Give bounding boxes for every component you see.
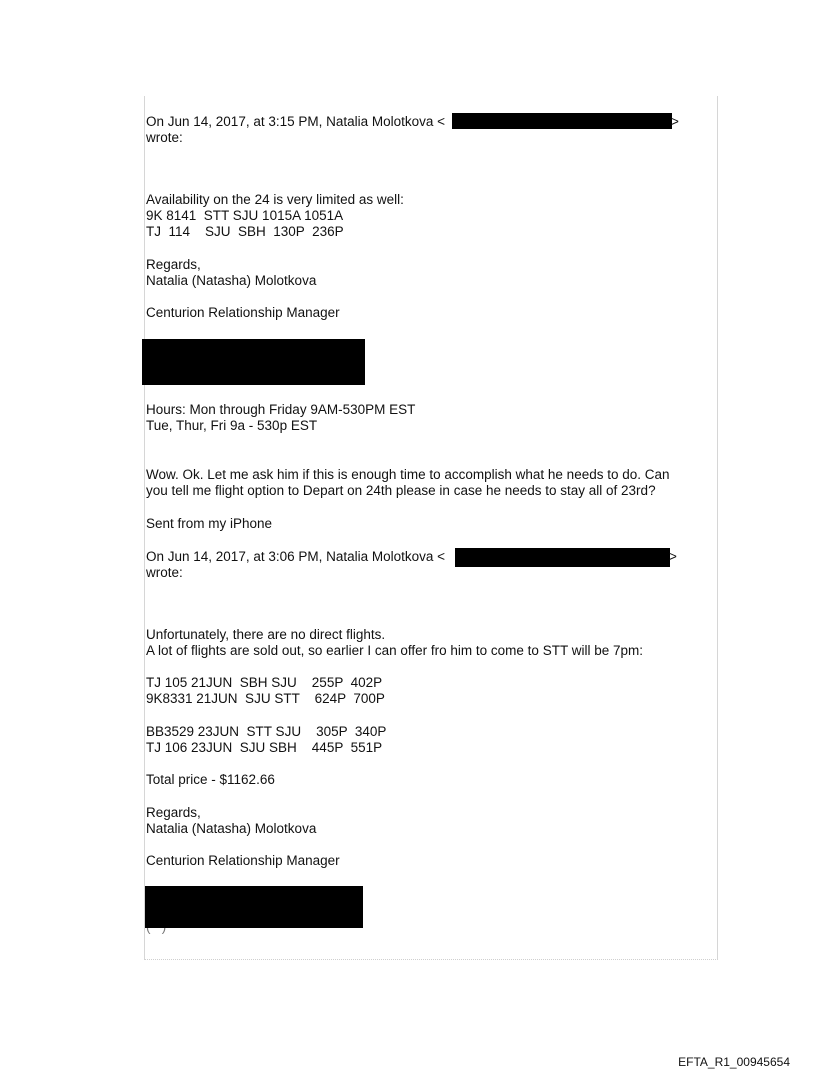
sig1-name: Natalia (Natasha) Molotkova	[146, 273, 317, 288]
flight-row-1: TJ 105 21JUN SBH SJU 255P 402P	[146, 675, 383, 690]
total-price: Total price - $1162.66	[146, 772, 275, 787]
redaction-email-1	[452, 113, 672, 129]
sig2-regards: Regards,	[146, 805, 201, 820]
quote-header-2-suffix: >	[669, 549, 677, 564]
quote-header-1-wrote: wrote:	[146, 130, 183, 145]
bates-number: EFTA_R1_00945654	[678, 1055, 790, 1069]
msg1-line2: 9K 8141 STT SJU 1015A 1051A	[146, 208, 344, 223]
sig1-title: Centurion Relationship Manager	[146, 305, 340, 320]
msg1-line3: TJ 114 SJU SBH 130P 236P	[146, 224, 344, 239]
msg2-line2: A lot of flights are sold out, so earlier I can offer fro him to come to STT will be 7pm:	[146, 643, 643, 658]
hours-line1: Hours: Mon through Friday 9AM-530PM EST	[146, 402, 416, 417]
sig2-name: Natalia (Natasha) Molotkova	[146, 821, 317, 836]
sent-from-iphone: Sent from my iPhone	[146, 516, 273, 531]
quote-header-1-suffix: >	[671, 114, 679, 129]
sig2-title: Centurion Relationship Manager	[146, 853, 340, 868]
msg2-line1: Unfortunately, there are no direct flights.	[146, 627, 386, 642]
flight-row-2: 9K8331 21JUN SJU STT 624P 700P	[146, 691, 385, 706]
redaction-block-1	[142, 339, 365, 385]
quote-header-2-wrote: wrote:	[146, 565, 183, 580]
flight-row-3: BB3529 23JUN STT SJU 305P 340P	[146, 724, 387, 739]
reply-line2: you tell me flight option to Depart on 24th please in case he needs to stay all of 23rd?	[146, 483, 656, 498]
redaction-block-2	[145, 886, 363, 928]
quote-header-1: On Jun 14, 2017, at 3:15 PM, Natalia Molotkova <	[146, 114, 446, 129]
quote-header-2: On Jun 14, 2017, at 3:06 PM, Natalia Molotkova <	[146, 549, 446, 564]
msg1-line1: Availability on the 24 is very limited as well:	[146, 192, 404, 207]
sig1-regards: Regards,	[146, 257, 201, 272]
flight-row-4: TJ 106 23JUN SJU SBH 445P 551P	[146, 740, 383, 755]
redaction-email-2	[455, 548, 670, 567]
hours-line2: Tue, Thur, Fri 9a - 530p EST	[146, 418, 318, 433]
reply-line1: Wow. Ok. Let me ask him if this is enough time to accomplish what he needs to do. Can	[146, 467, 670, 482]
